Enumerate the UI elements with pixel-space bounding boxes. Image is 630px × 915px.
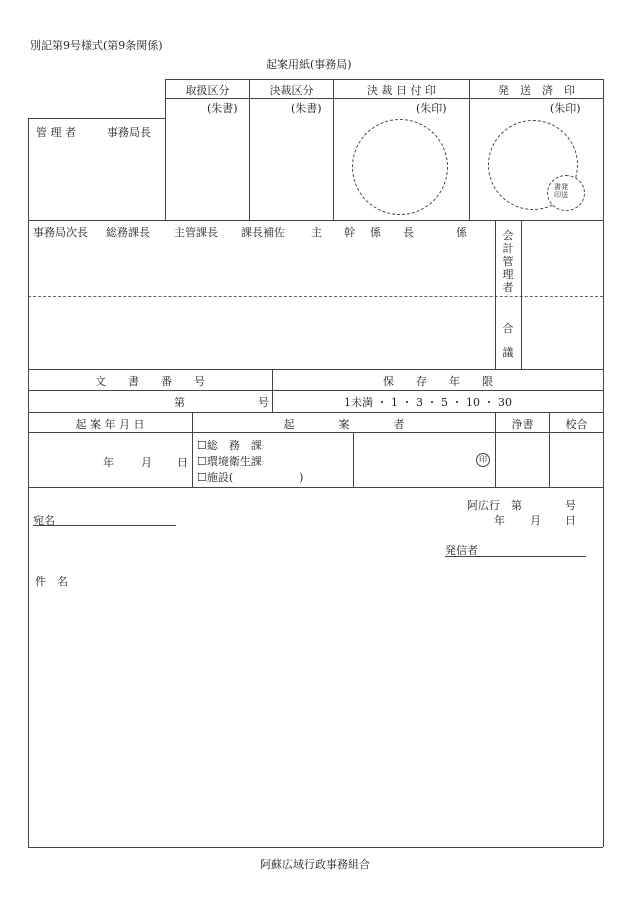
subject-label: 件 名: [35, 575, 68, 588]
secretary-general-label: 事務局長: [107, 126, 151, 139]
handling-category-header: 取扱区分: [185, 84, 230, 97]
sender-label: 発信者: [445, 544, 478, 557]
dept-environment-checkbox[interactable]: ☐環境衛生課: [197, 455, 262, 468]
manager-label: 管 理 者: [36, 126, 76, 139]
decision-red-note: (朱書): [291, 102, 322, 115]
draft-year-label: 年: [103, 456, 114, 469]
addressee-label: 宛名: [33, 514, 55, 527]
draft-day-label: 日: [177, 456, 188, 469]
doc-number-suffix: 号: [258, 396, 269, 409]
drafter-label: 起 案 者: [283, 418, 405, 431]
decision-category-header: 決裁区分: [269, 84, 314, 97]
date-stamp-red-note: (朱印): [416, 102, 447, 115]
sent-stamp-red-note: (朱印): [550, 102, 581, 115]
proofread-label: 校合: [565, 418, 588, 431]
issue-year-label: 年: [494, 514, 505, 527]
doc-number-prefix: 第: [174, 396, 185, 409]
supervising-chief-label: 主管課長: [174, 226, 218, 239]
date-stamp-circle: [352, 119, 448, 215]
stamp-label-2: 送: [561, 191, 568, 199]
stamp-label-4: 印: [554, 191, 561, 199]
issue-number-suffix: 号: [565, 499, 576, 512]
retention-label: 保 存 年 限: [383, 375, 493, 388]
form-label: 別記第9号様式(第9条関係): [30, 39, 163, 52]
sent-book-stamp-label: [554, 183, 568, 199]
consultation-label: 合議: [502, 322, 514, 359]
stamp-label-3: 書: [554, 183, 561, 191]
general-affairs-chief-label: 総務課長: [106, 226, 150, 239]
draft-month-label: 月: [141, 456, 152, 469]
accounting-manager-label: 会計管理者: [502, 229, 514, 294]
assistant-chief-label: 課長補佐: [241, 226, 285, 239]
seal-mark-text: 印: [479, 455, 487, 464]
stamp-label-1: 発: [561, 183, 568, 191]
organization-name: 阿蘇広域行政事務組合: [260, 858, 370, 871]
clean-copy-label: 浄書: [511, 418, 534, 431]
handling-red-note: (朱書): [207, 102, 238, 115]
dept-facility-checkbox[interactable]: ☐施設( ): [197, 471, 304, 484]
issue-number-prefix: 阿広行 第: [467, 499, 522, 512]
sender-underline: [445, 556, 586, 557]
section-head-label: 係 長: [370, 226, 414, 239]
main-officer-label: 主 幹: [311, 226, 355, 239]
retention-options[interactable]: 1未満 ・ 1 ・ 3 ・ 5 ・ 10 ・ 30: [344, 396, 512, 409]
doc-number-label: 文 書 番 号: [95, 375, 205, 388]
issue-day-label: 日: [565, 514, 576, 527]
addressee-underline: [33, 525, 176, 526]
deputy-secretary-general-label: 事務局次長: [33, 226, 88, 239]
draft-date-label: 起 案 年 月 日: [75, 418, 145, 431]
form-title: 起案用紙(事務局): [266, 58, 352, 71]
seal-mark: [476, 453, 490, 467]
sent-stamp-header: 発 送 済 印: [498, 84, 575, 97]
staff-label: 係: [456, 226, 467, 239]
decision-date-stamp-header: 決 裁 日 付 印: [367, 84, 436, 97]
issue-month-label: 月: [530, 514, 541, 527]
dept-general-affairs-checkbox[interactable]: ☐総 務 課: [197, 439, 262, 452]
